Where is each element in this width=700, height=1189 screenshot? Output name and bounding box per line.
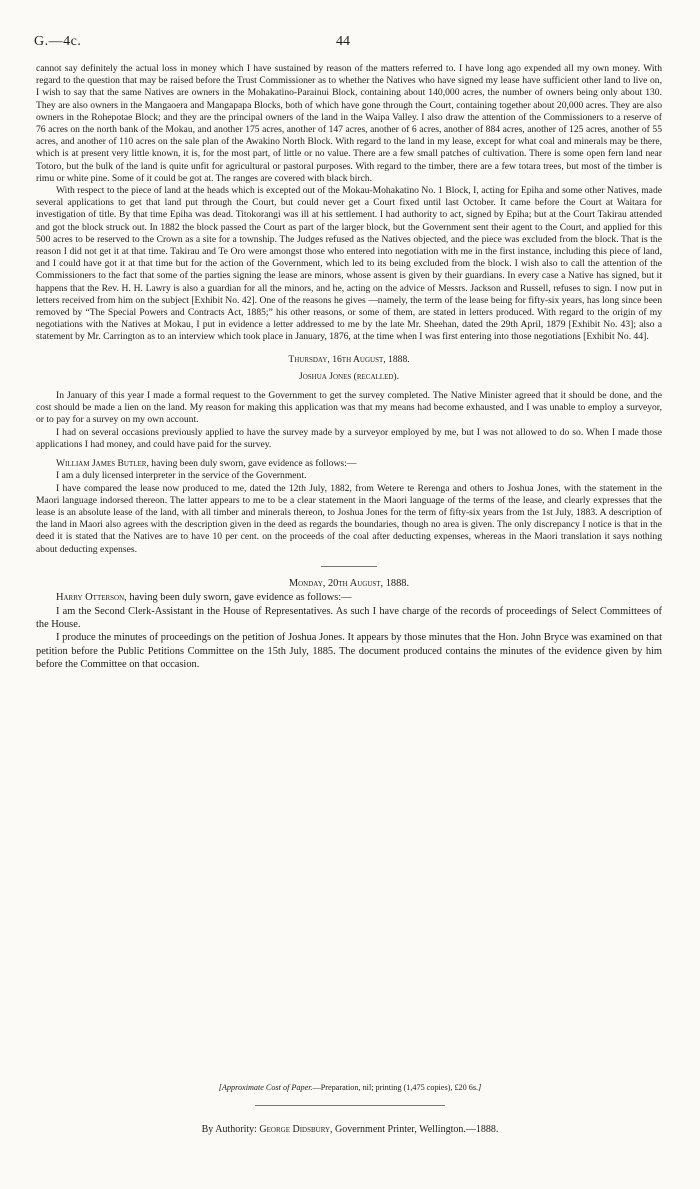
witness-name: William James Butler: [56, 458, 147, 470]
section-date-heading: Thursday, 16th August, 1888.: [288, 353, 410, 365]
witness-intro-paragraph: [36, 591, 662, 604]
cost-label: Approximate Cost of Paper.: [221, 1083, 313, 1092]
section-block: [36, 577, 662, 672]
witness-intro-paragraph: [36, 458, 662, 470]
paragraph: I have compared the lease now produced to me, dated the 12th July, 1882, from Wetere te Rerenga and others to Joshua Jones, with the statement in the Maori language indorsed thereon. The latter appears to me to be a clear statement in the Maori language of the terms of the lease, and clearly expresses that the lease is an absolute lease of the land, with all timber and minerals thereon, to Joshua Jones for the term of fifty-six years from the 1st July, 1883. A description of the land in Maori also agrees with the description given in the deed as regards the boundaries, though no area is given. The only discrepancy I notice is that in the deed it is stated that the Natives are to have 10 per cent. on the proceeds of the coal after deducting expenses, whereas in the Maori translation it says nothing about deducting expenses.: [36, 482, 662, 555]
cost-note: [Approximate Cost of Paper.—Preparation, nil; printing (1,475 copies), £20 6s.]: [218, 1083, 482, 1092]
authority-suffix: , Government Printer, Wellington.—1888.: [330, 1124, 499, 1135]
document-body: [36, 63, 662, 672]
paragraph: I am the Second Clerk-Assistant in the House of Representatives. As such I have charge of the records of proceedings of Select Committees of the House.: [36, 605, 662, 630]
paragraph: With respect to the piece of land at the heads which is excepted out of the Mokau-Mohakatino No. 1 Block, I, acting for Epiha and some other Natives, made several applications to get that land put through the Court, but could never get a Court fixed until last October. It came before the Court at Waitara for investigation of title. By that time Epiha was dead. Titokorangi was ill at his settlement. I had authority to act, signed by Epiha; but at the Court Takirau attended and got the block struck out. In 1882 the block passed the Court as part of the larger block, but the Government sent their agent to the Court, and applied for this 500 acres to be reserved to the Crown as a site for a township. The Judges refused as the Natives objected, and the piece was excluded from the block. That is the reason I did not get it at that time. Takirau and Te Oro were amongst those who entered into negotiation with me in the first instance, including this piece of land, and I could have got it at that time but for the action of the Government, which led to its being excluded from the block. I wish also to call the attention of the Commissioners to the fact that some of the parties signing the lease are minors, whose assent is given by their guardians. In every case a Native has signed, but it happens that the Rev. H. H. Lawry is also a guardian for all the minors, and he, acting on the advice of Messrs. Jackson and Russell, refuses to sign. I now put in letters received from him on the subject [Exhibit No. 42]. One of the reasons he gives —namely, the term of the lease being for fifty-six years, has long since been removed by “The Special Powers and Contracts Act, 1885;” his other reasons, or some of them, are stated in letters produced. With regard to the origin of my negotiations with the Natives at Mokau, I put in evidence a letter addressed to me by the late Mr. Sheehan, dated the 29th April, 1879 [Exhibit No. 43]; also a statement by Mr. Carrington as to an interview which took place in January, 1876, at the time when I was first entering into those negotiations [Exhibit No. 44].: [36, 185, 662, 343]
document-reference: G.—4c.: [34, 34, 82, 49]
witness-name: Harry Otterson: [56, 592, 125, 604]
witness-heading: Joshua Jones (recalled).: [299, 370, 399, 382]
section-date-heading: Monday, 20th August, 1888.: [288, 577, 410, 589]
paragraph: cannot say definitely the actual loss in money which I have sustained by reason of the matters referred to. I have long ago expended all my own money. With regard to the question that may be raised before the Trust Commissioner as to whether the Natives who have signed my lease have sufficient other land to live on, I wish to say that the same Natives are owners in the Mohakatino-Parainui Block, containing about 140,000 acres, the number of owners being only about 130. They are also owners in the Mangaoera and Mangapapa Blocks, both of which have gone through the Court, containing together about 20,000 acres. They are also owners in the Rohepotae Block; and they are the principal owners of the land in the Waipa Valley. I also draw the attention of the Commissioners to a reserve of 76 acres on the north bank of the Mokau, and another 175 acres, another of 147 acres, another of 6 acres, another of 884 acres, another of 125 acres, another of 55 acres, and another of 110 acres on the sale plan of the Awakino North Block. With regard to the land in my lease, except for what coal and minerals may be there, which is at present very little known, it is, for the most part, of little or no value. There are a few small patches of cultivation. There is some open fern land near Totoro, but the bulk of the land is quite unfit for agricultural or pastoral purposes. With regard to the timber, there are a few totara trees, but most of the timber is rimu or white pine. Some of it could be got at. The ranges are covered with black birch.: [36, 63, 662, 184]
paragraph: I am a duly licensed interpreter in the service of the Government.: [56, 470, 307, 482]
printer-name: George Didsbury: [259, 1124, 331, 1135]
cost-detail: —Preparation, nil; printing (1,475 copies), £20 6s.: [312, 1083, 479, 1092]
paragraph: I had on several occasions previously applied to have the survey made by a surveyor employed by me, but I was not allowed to do so. When I made those applications I had money, and could have paid for the survey.: [36, 426, 662, 450]
authority-prefix: By Authority:: [201, 1124, 260, 1135]
paragraph: I produce the minutes of proceedings on the petition of Joshua Jones. It appears by those minutes that the Hon. John Bryce was examined on that petition before the Public Petitions Committee on the 15th July, 1885. The document produced contains the minutes of the evidence given by him before the Committee on that occasion.: [36, 632, 662, 671]
footer-divider: [255, 1105, 445, 1106]
paragraph: In January of this year I made a formal request to the Government to get the survey completed. The Native Minister agreed that it should be done, and the cost should be made a lien on the land. My reason for making this application was that my means had become exhausted, and I was unable to employ a surveyor, or to pay for a survey on my own account.: [36, 390, 662, 426]
witness-intro-text: , having been duly sworn, gave evidence as follows:—: [146, 458, 357, 470]
printer-authority-line: [0, 1124, 700, 1135]
page-number: 44: [336, 34, 350, 49]
section-divider: [321, 566, 377, 567]
witness-intro-text: , having been duly sworn, gave evidence as follows:—: [124, 592, 352, 604]
